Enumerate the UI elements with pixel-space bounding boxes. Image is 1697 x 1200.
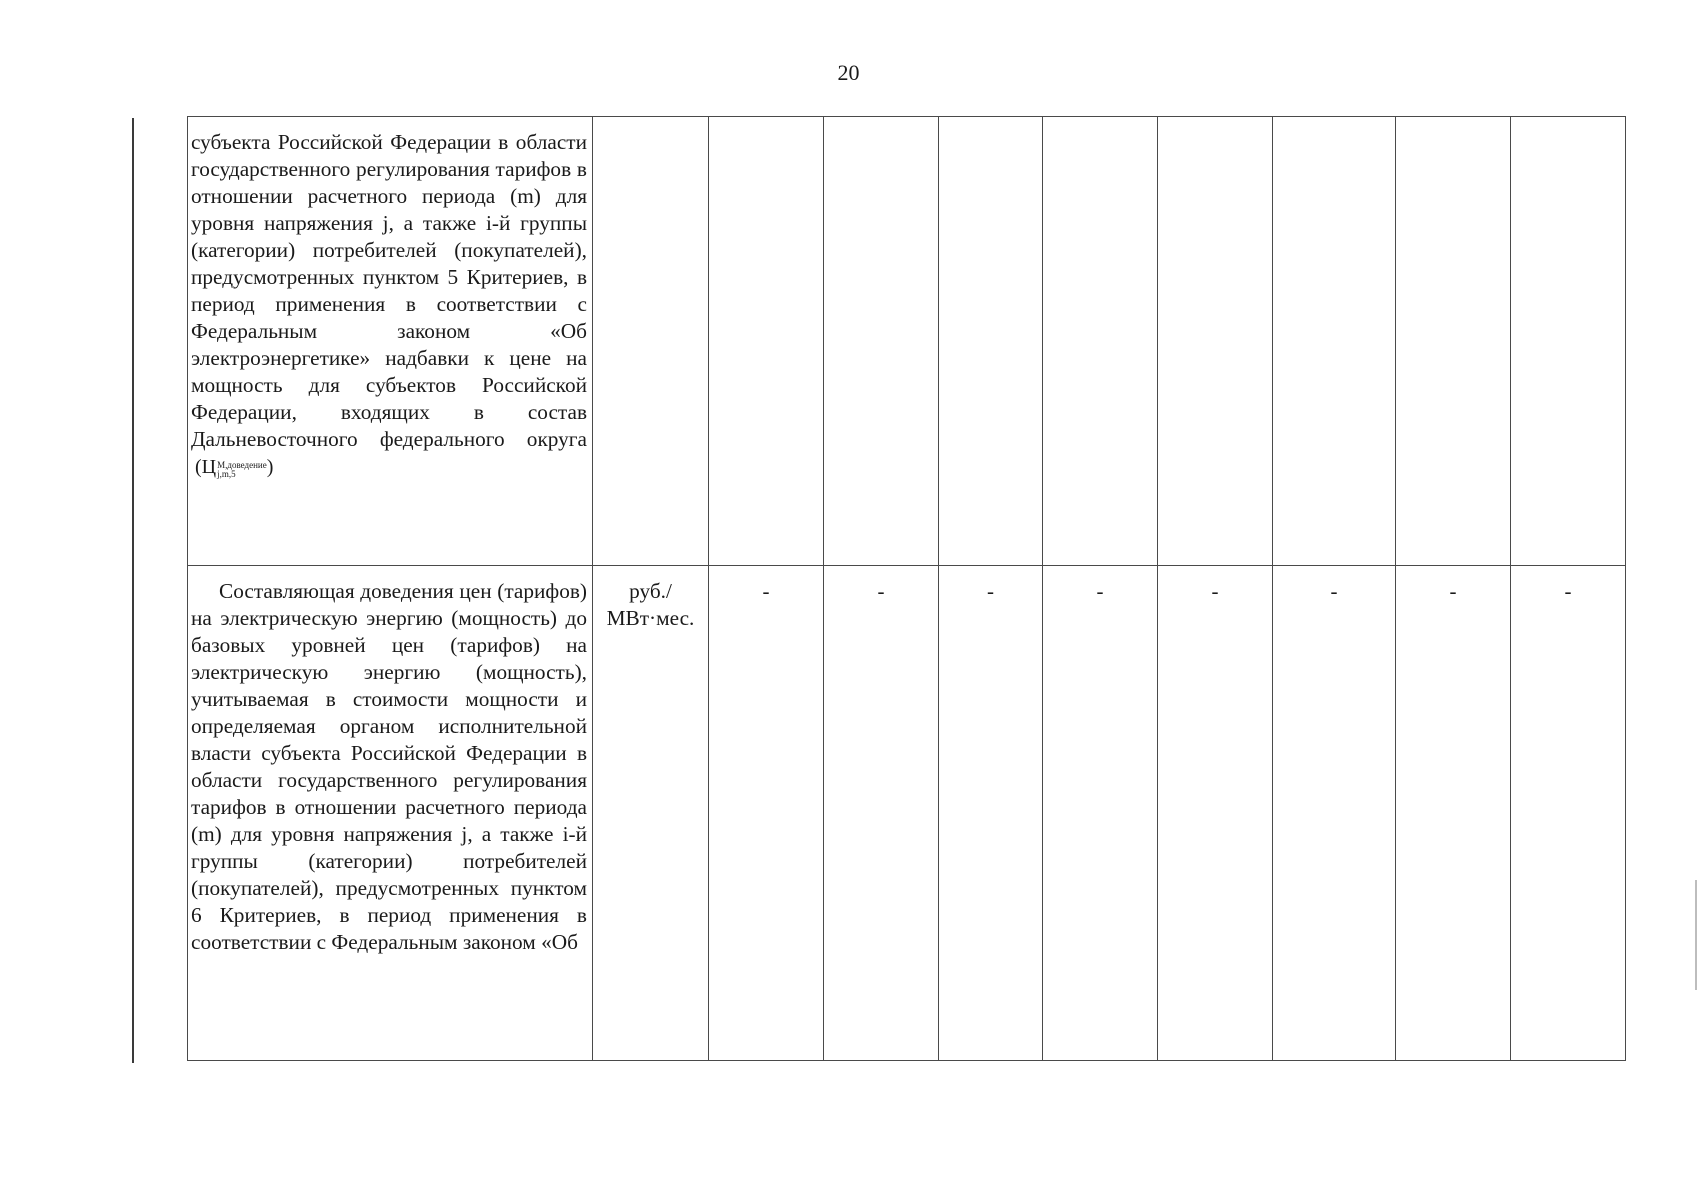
formula-superscript: M,доведение <box>217 460 267 470</box>
value-cell <box>1396 117 1511 566</box>
value-cell: - <box>824 566 939 1061</box>
table-row <box>188 566 1626 1061</box>
value-cell: - <box>1511 566 1626 1061</box>
value-cell: - <box>939 566 1043 1061</box>
value-cell: - <box>1273 566 1396 1061</box>
value-cell: - <box>1158 566 1273 1061</box>
value-cell: - <box>1043 566 1158 1061</box>
formula-subscript: j,m,5 <box>217 469 236 479</box>
value-cell <box>1273 117 1396 566</box>
tariff-table <box>187 116 1626 1061</box>
value-cell <box>939 117 1043 566</box>
unit-cell <box>593 117 709 566</box>
unit-cell <box>593 566 709 1061</box>
value-cell <box>1158 117 1273 566</box>
value-cell: - <box>1396 566 1511 1061</box>
value-cell <box>1511 117 1626 566</box>
value-cell <box>824 117 939 566</box>
unit-line: МВт·мес. <box>606 606 695 630</box>
description-cell <box>188 117 593 566</box>
value-cell: - <box>709 566 824 1061</box>
value-cell <box>709 117 824 566</box>
table-row <box>188 117 1626 566</box>
row-description: субъекта Российской Федерации в области государственного регулирования тарифов в отношении расчетного периода (m) для уровня напряжения j, а также i-й группы (категории) потребителей (покупателей), предусмотренных пунктом 5 Критериев, в период применения в соответствии с Федеральным законом «Об электроэнергетике» надбавки к цене на мощность для субъектов Российской Федерации, входящих в состав Дальневосточного федерального округа <box>191 130 593 451</box>
row-description: Составляющая доведения цен (тарифов) на электрическую энергию (мощность) до базовых уровней цен (тарифов) на электрическую энергию (мощность), учитываемая в стоимости мощности и определяемая органом исполнительной власти субъекта Российской Федерации в области государственного регулирования тарифов в отношении расчетного периода (m) для уровня напряжения j, а также i-й группы (категории) потребителей (покупателей), предусмотренных пунктом 6 Критериев, в период применения в соответствии с Федеральным законом «Об <box>191 579 593 954</box>
left-margin-rule <box>132 118 134 1063</box>
description-cell <box>188 566 593 1061</box>
value-cell <box>1043 117 1158 566</box>
page-number: 20 <box>837 60 860 85</box>
unit-line: руб./ <box>629 579 672 603</box>
tariff-formula: (Ц M,доведение j,m,5 ) <box>195 456 274 479</box>
